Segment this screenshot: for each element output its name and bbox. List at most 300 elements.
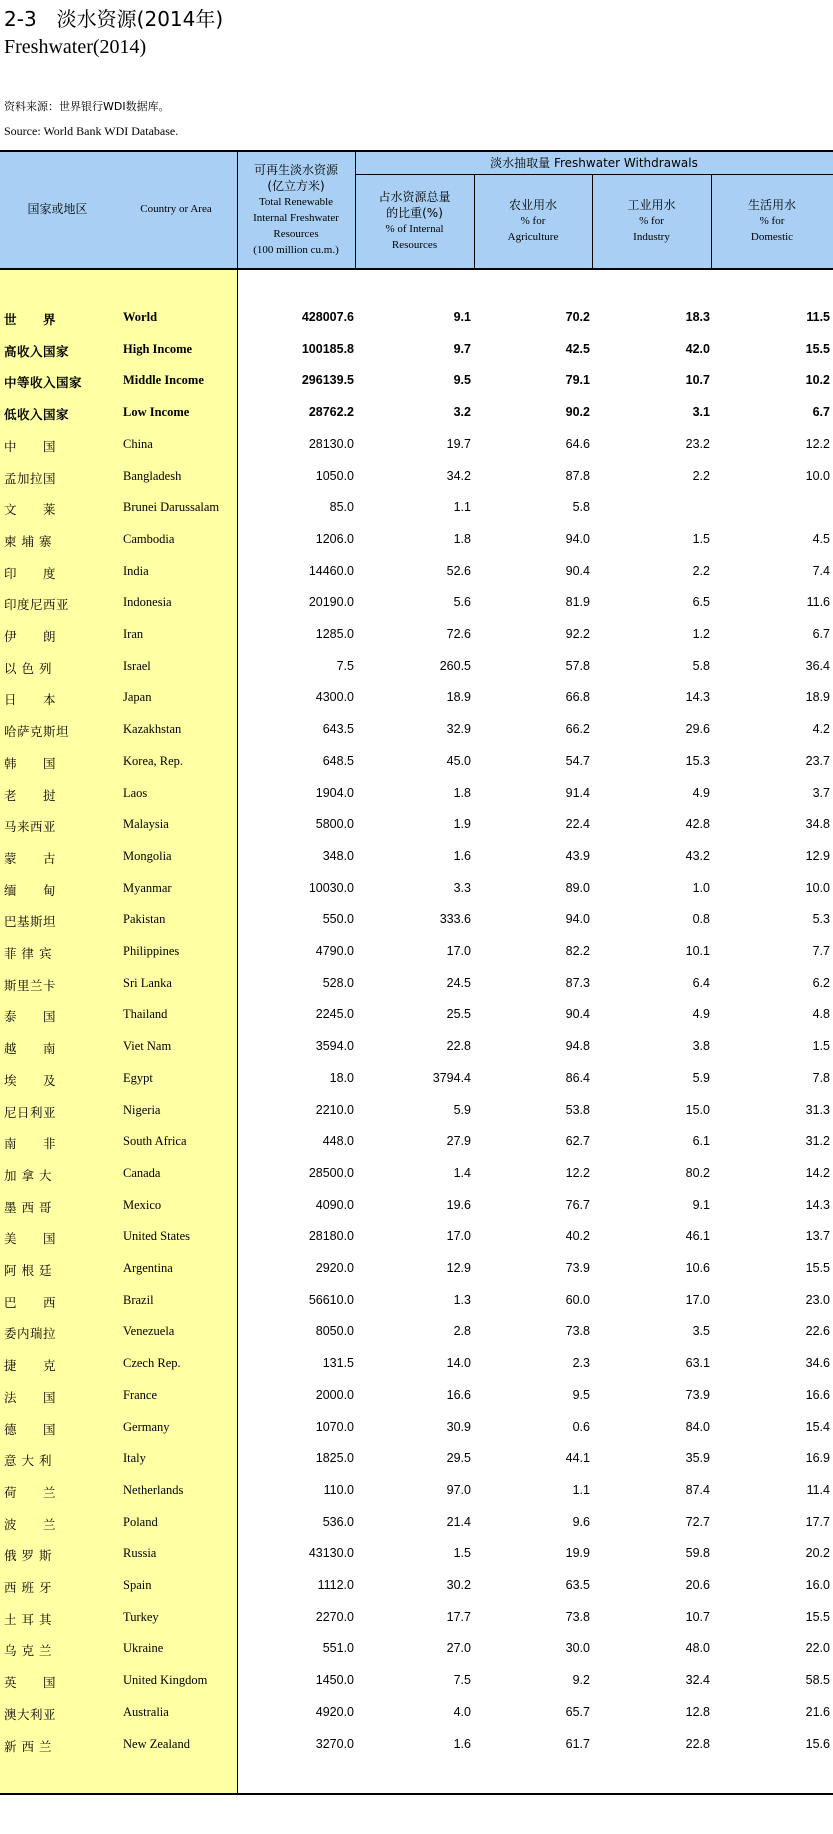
country-name-cn: 韩 国: [4, 755, 57, 771]
pct-internal-value: 30.9: [446, 1419, 471, 1434]
total-resources-value: 448.0: [322, 1134, 354, 1149]
country-name-en: Sri Lanka: [123, 975, 172, 990]
industry-value: 3.1: [692, 405, 710, 420]
industry-value: 29.6: [685, 722, 710, 737]
table-row: [0, 1289, 833, 1313]
pct-internal-value: 5.9: [453, 1102, 471, 1117]
country-name-en: Malaysia: [123, 817, 169, 832]
table-row: [0, 369, 833, 393]
agriculture-value: 61.7: [565, 1736, 590, 1751]
domestic-value: 10.0: [805, 880, 830, 895]
country-name-en: Turkey: [123, 1609, 159, 1624]
table-row: [0, 528, 833, 552]
header-total-resources: 可再生淡水资源 (亿立方米) Total Renewable Internal Freshwater Resources (100 million cu.m.): [253, 163, 339, 256]
industry-value: 20.6: [685, 1578, 710, 1592]
country-name-cn: 柬 埔 寨: [4, 533, 52, 549]
country-name-cn: 巴基斯坦: [4, 914, 57, 930]
table-row: [0, 940, 833, 964]
total-resources-value: 7.5: [336, 658, 354, 673]
industry-value: 15.0: [685, 1102, 710, 1117]
total-resources-value: 8050.0: [315, 1324, 354, 1339]
agriculture-value: 94.8: [565, 1039, 590, 1054]
source-note-en: Source: World Bank WDI Database.: [4, 124, 179, 138]
country-name-cn: 中 国: [4, 438, 57, 454]
total-resources-value: 348.0: [322, 848, 354, 863]
table-row: [0, 1669, 833, 1693]
country-name-cn: 加 拿 大: [4, 1167, 52, 1183]
agriculture-value: 40.2: [565, 1229, 590, 1244]
industry-value: 2.2: [692, 563, 710, 578]
agriculture-value: 66.2: [565, 722, 590, 737]
agriculture-value: 79.1: [565, 373, 590, 388]
industry-value: 6.1: [692, 1134, 710, 1149]
country-name-cn: 斯里兰卡: [4, 977, 57, 993]
total-resources-value: 28180.0: [308, 1229, 354, 1244]
country-name-cn: 伊 朗: [4, 629, 57, 644]
country-name-cn: 阿 根 廷: [4, 1263, 52, 1278]
country-name-cn: 高收入国家: [4, 343, 70, 359]
country-name-en: Korea, Rep.: [123, 753, 184, 768]
agriculture-value: 2.3: [572, 1356, 590, 1371]
table-row: [0, 1352, 833, 1376]
total-resources-value: 28130.0: [308, 436, 354, 451]
agriculture-value: 73.8: [565, 1324, 590, 1339]
domestic-value: 23.7: [805, 753, 830, 768]
country-name-cn: 墨 西 哥: [4, 1199, 52, 1215]
pct-internal-value: 3.3: [453, 880, 471, 895]
country-name-en: Canada: [123, 1165, 161, 1180]
industry-value: 10.7: [685, 373, 710, 388]
country-name-en: Russia: [123, 1546, 157, 1561]
country-name-en: Cambodia: [123, 531, 175, 546]
total-resources-value: 14460.0: [308, 563, 354, 578]
industry-value: 48.0: [685, 1641, 710, 1656]
pct-internal-value: 45.0: [446, 753, 471, 768]
country-name-en: Czech Rep.: [123, 1356, 181, 1371]
industry-value: 5.9: [692, 1070, 710, 1085]
pct-internal-value: 4.0: [453, 1704, 471, 1719]
pct-internal-value: 72.6: [446, 627, 471, 641]
domestic-value: 20.2: [805, 1546, 830, 1561]
country-name-en: Mongolia: [123, 848, 172, 863]
domestic-value: 11.4: [806, 1482, 830, 1497]
table-row: [0, 1637, 833, 1661]
domestic-value: 7.4: [812, 563, 830, 578]
total-resources-value: 3270.0: [315, 1736, 354, 1751]
table-row: [0, 1067, 833, 1091]
country-name-en: Brazil: [123, 1292, 154, 1307]
total-resources-value: 28762.2: [308, 405, 354, 420]
total-resources-value: 1285.0: [315, 627, 354, 641]
table-row: [0, 750, 833, 774]
domestic-value: 21.6: [805, 1704, 830, 1719]
industry-value: 10.7: [685, 1609, 710, 1624]
table-row: [0, 1003, 833, 1027]
domestic-value: 4.5: [812, 531, 830, 546]
country-name-en: Spain: [123, 1578, 152, 1592]
country-name-en: Germany: [123, 1419, 170, 1434]
country-name-cn: 法 国: [4, 1389, 57, 1405]
total-resources-value: 428007.6: [301, 310, 354, 324]
domestic-value: 22.6: [805, 1324, 830, 1339]
pct-internal-value: 1.6: [453, 848, 471, 863]
agriculture-value: 90.4: [565, 1007, 590, 1022]
domestic-value: 36.4: [805, 658, 830, 673]
industry-value: 42.8: [685, 817, 710, 832]
industry-value: 63.1: [685, 1356, 710, 1371]
industry-value: 10.1: [685, 944, 710, 958]
agriculture-value: 92.2: [565, 627, 590, 641]
country-name-cn: 澳大利亚: [4, 1706, 57, 1722]
industry-value: 1.2: [692, 627, 710, 641]
country-name-cn: 老 挝: [4, 787, 57, 803]
pct-internal-value: 24.5: [446, 975, 471, 990]
domestic-value: 6.7: [812, 627, 830, 641]
industry-value: 72.7: [685, 1514, 710, 1529]
pct-internal-value: 9.1: [453, 310, 471, 324]
domestic-value: 12.2: [805, 436, 830, 451]
page-title-cn: 2-3 淡水资源(2014年): [4, 7, 224, 31]
agriculture-value: 57.8: [565, 658, 590, 673]
pct-internal-value: 1.1: [453, 500, 471, 515]
country-name-cn: 世 界: [4, 312, 57, 327]
country-name-cn: 中等收入国家: [4, 375, 83, 391]
country-name-en: United Kingdom: [123, 1673, 208, 1688]
country-name-cn: 印度尼西亚: [4, 597, 70, 613]
country-name-en: Myanmar: [123, 880, 172, 895]
total-resources-value: 4920.0: [315, 1704, 354, 1719]
table-row: [0, 1701, 833, 1725]
total-resources-value: 1904.0: [315, 785, 354, 800]
domestic-value: 14.2: [805, 1165, 830, 1180]
agriculture-value: 87.3: [565, 975, 590, 990]
agriculture-value: 1.1: [572, 1482, 590, 1497]
industry-value: 35.9: [685, 1451, 710, 1466]
table-row: [0, 465, 833, 489]
total-resources-value: 528.0: [322, 975, 354, 990]
domestic-value: 22.0: [805, 1641, 830, 1656]
domestic-value: 5.3: [812, 912, 830, 927]
total-resources-value: 1450.0: [315, 1673, 354, 1688]
country-name-en: Israel: [123, 658, 151, 673]
agriculture-value: 76.7: [565, 1197, 590, 1212]
country-name-cn: 以 色 列: [4, 660, 52, 676]
source-note-cn: 资料来源：世界银行WDI数据库。: [4, 100, 170, 113]
industry-value: 3.8: [692, 1039, 710, 1054]
total-resources-value: 643.5: [322, 722, 354, 737]
country-name-en: Brunei Darussalam: [123, 500, 220, 515]
agriculture-value: 5.8: [572, 500, 590, 515]
country-name-cn: 印 度: [4, 565, 57, 581]
industry-value: 10.6: [685, 1261, 710, 1275]
country-name-en: Argentina: [123, 1261, 173, 1275]
pct-internal-value: 32.9: [446, 722, 471, 737]
industry-value: 80.2: [685, 1165, 710, 1180]
country-name-cn: 哈萨克斯坦: [4, 724, 70, 740]
industry-value: 12.8: [685, 1704, 710, 1719]
pct-internal-value: 22.8: [446, 1039, 471, 1054]
pct-internal-value: 1.6: [453, 1736, 471, 1751]
domestic-value: 12.9: [805, 848, 830, 863]
pct-internal-value: 21.4: [446, 1514, 471, 1529]
country-name-cn: 乌 克 兰: [4, 1643, 52, 1659]
pct-internal-value: 34.2: [446, 468, 471, 483]
country-name-cn: 菲 律 宾: [4, 946, 52, 961]
industry-value: 14.3: [685, 690, 710, 705]
table-row: [0, 686, 833, 710]
pct-internal-value: 9.7: [453, 341, 471, 356]
agriculture-value: 66.8: [565, 690, 590, 705]
pct-internal-value: 5.6: [453, 595, 471, 610]
pct-internal-value: 30.2: [446, 1578, 471, 1592]
country-name-cn: 尼日利亚: [4, 1104, 57, 1120]
industry-value: 15.3: [685, 753, 710, 768]
country-name-cn: 捷 克: [4, 1358, 57, 1374]
pct-internal-value: 25.5: [446, 1007, 471, 1022]
pct-internal-value: 1.8: [453, 531, 471, 546]
country-name-en: Venezuela: [123, 1324, 175, 1339]
total-resources-value: 56610.0: [308, 1292, 354, 1307]
header-withdrawals: 淡水抽取量 Freshwater Withdrawals: [490, 156, 698, 170]
domestic-value: 16.9: [805, 1451, 830, 1466]
total-resources-value: 3594.0: [315, 1039, 354, 1054]
country-name-en: Thailand: [123, 1007, 168, 1022]
agriculture-value: 9.6: [572, 1514, 590, 1529]
header-country-cn: 国家或地区: [27, 202, 88, 216]
pct-internal-value: 19.7: [446, 436, 471, 451]
domestic-value: 14.3: [805, 1197, 830, 1212]
country-name-en: India: [123, 563, 149, 578]
country-name-en: Philippines: [123, 944, 180, 958]
total-resources-value: 5800.0: [315, 817, 354, 832]
agriculture-value: 53.8: [565, 1102, 590, 1117]
table-row: [0, 623, 833, 647]
agriculture-value: 42.5: [565, 341, 590, 356]
country-name-en: Laos: [123, 785, 148, 800]
table-row: [0, 1447, 833, 1471]
country-name-en: Mexico: [123, 1197, 162, 1212]
agriculture-value: 44.1: [565, 1451, 590, 1466]
country-name-en: Nigeria: [123, 1102, 161, 1117]
industry-value: 46.1: [685, 1229, 710, 1244]
industry-value: 18.3: [685, 310, 710, 324]
table-row: [0, 338, 833, 362]
pct-internal-value: 1.4: [453, 1165, 471, 1180]
agriculture-value: 73.9: [565, 1261, 590, 1275]
agriculture-value: 62.7: [565, 1134, 590, 1149]
table-row: [0, 1099, 833, 1123]
country-name-en: Bangladesh: [123, 468, 182, 483]
country-name-en: China: [123, 436, 153, 451]
agriculture-value: 94.0: [565, 531, 590, 546]
industry-value: 87.4: [685, 1482, 710, 1497]
total-resources-value: 85.0: [329, 500, 354, 515]
domestic-value: 23.0: [805, 1292, 830, 1307]
total-resources-value: 100185.8: [301, 341, 354, 356]
country-name-cn: 荷 兰: [4, 1484, 57, 1500]
pct-internal-value: 7.5: [453, 1673, 471, 1688]
country-name-cn: 缅 甸: [4, 882, 57, 898]
table-row: [0, 1542, 833, 1566]
domestic-value: 58.5: [805, 1673, 830, 1688]
industry-value: 42.0: [685, 341, 710, 356]
country-name-cn: 低收入国家: [4, 407, 70, 423]
agriculture-value: 0.6: [572, 1419, 590, 1434]
pct-internal-value: 97.0: [446, 1482, 471, 1497]
industry-value: 59.8: [685, 1546, 710, 1561]
country-name-cn: 俄 罗 斯: [4, 1548, 52, 1564]
table-row: [0, 1320, 833, 1344]
domestic-value: 7.7: [812, 944, 830, 958]
table-row: [0, 401, 833, 425]
industry-value: 3.5: [692, 1324, 710, 1339]
total-resources-value: 2000.0: [315, 1387, 354, 1402]
total-resources-value: 20190.0: [308, 595, 354, 610]
domestic-value: 18.9: [805, 690, 830, 705]
country-name-en: Japan: [123, 690, 152, 705]
agriculture-value: 86.4: [565, 1070, 590, 1085]
table-row: [0, 718, 833, 742]
country-name-en: Australia: [123, 1704, 169, 1719]
agriculture-value: 89.0: [565, 880, 590, 895]
country-name-cn: 波 兰: [4, 1516, 57, 1532]
domestic-value: 13.7: [805, 1229, 830, 1244]
domestic-value: 3.7: [812, 785, 830, 800]
domestic-value: 31.3: [805, 1102, 830, 1117]
country-name-en: Low Income: [123, 405, 190, 420]
country-name-en: Ukraine: [123, 1641, 164, 1656]
domestic-value: 6.7: [812, 405, 830, 420]
table-row: [0, 1384, 833, 1408]
country-name-cn: 西 班 牙: [4, 1580, 52, 1595]
industry-value: 23.2: [685, 436, 710, 451]
country-name-en: Indonesia: [123, 595, 172, 610]
country-name-cn: 越 南: [4, 1041, 57, 1057]
table-row: [0, 908, 833, 932]
industry-value: 22.8: [685, 1736, 710, 1751]
table-row: [0, 433, 833, 457]
header-pct-internal: 占水资源总量 的比重(%) % of Internal Resources: [378, 190, 451, 251]
total-resources-value: 550.0: [322, 912, 354, 927]
table-row: [0, 1130, 833, 1154]
total-resources-value: 2270.0: [315, 1609, 354, 1624]
industry-value: 1.0: [692, 880, 710, 895]
table-row: [0, 655, 833, 679]
table-header: [0, 150, 833, 270]
total-resources-value: 2245.0: [315, 1007, 354, 1022]
header-industry: 工业用水 % for Industry: [627, 198, 676, 243]
country-name-cn: 马来西亚: [4, 819, 57, 835]
agriculture-value: 65.7: [565, 1704, 590, 1719]
pct-internal-value: 9.5: [453, 373, 471, 388]
agriculture-value: 90.4: [565, 563, 590, 578]
industry-value: 9.1: [692, 1197, 710, 1212]
agriculture-value: 81.9: [565, 595, 590, 610]
table-row: [0, 877, 833, 901]
country-name-en: United States: [123, 1229, 191, 1244]
domestic-value: 17.7: [805, 1514, 830, 1529]
domestic-value: 16.6: [805, 1387, 830, 1402]
total-resources-value: 18.0: [329, 1070, 354, 1085]
agriculture-value: 90.2: [565, 405, 590, 420]
agriculture-value: 22.4: [565, 817, 590, 832]
table-row: [0, 591, 833, 615]
table-row: [0, 560, 833, 584]
domestic-value: 11.6: [806, 595, 830, 610]
country-name-en: Italy: [123, 1451, 146, 1466]
agriculture-value: 64.6: [565, 436, 590, 451]
total-resources-value: 28500.0: [308, 1165, 354, 1180]
pct-internal-value: 260.5: [439, 658, 471, 673]
industry-value: 1.5: [692, 531, 710, 546]
total-resources-value: 1206.0: [315, 531, 354, 546]
country-name-cn: 土 耳 其: [4, 1611, 52, 1627]
country-name-cn: 英 国: [4, 1675, 57, 1691]
pct-internal-value: 17.0: [446, 1229, 471, 1244]
pct-internal-value: 2.8: [453, 1324, 471, 1339]
total-resources-value: 4090.0: [315, 1197, 354, 1212]
country-name-cn: 新 西 兰: [4, 1738, 52, 1754]
pct-internal-value: 17.0: [446, 944, 471, 958]
country-name-en: Netherlands: [123, 1482, 184, 1497]
country-name-en: France: [123, 1387, 158, 1402]
total-resources-value: 1825.0: [315, 1451, 354, 1466]
country-name-en: Middle Income: [123, 373, 204, 388]
industry-value: 0.8: [692, 912, 710, 927]
country-name-en: Pakistan: [123, 912, 166, 927]
total-resources-value: 296139.5: [301, 373, 354, 388]
agriculture-value: 82.2: [565, 944, 590, 958]
pct-internal-value: 27.0: [446, 1641, 471, 1656]
agriculture-value: 60.0: [565, 1292, 590, 1307]
freshwater-table: [0, 150, 833, 1795]
total-resources-value: 110.0: [323, 1482, 354, 1497]
domestic-value: 4.8: [812, 1007, 830, 1022]
table-row: [0, 496, 833, 520]
table-row: [0, 1225, 833, 1249]
pct-internal-value: 17.7: [446, 1609, 471, 1624]
header-domestic: 生活用水 % for Domestic: [747, 198, 796, 243]
total-resources-value: 1050.0: [315, 468, 354, 483]
total-resources-value: 43130.0: [308, 1546, 354, 1561]
industry-value: 5.8: [692, 658, 710, 673]
country-name-en: Egypt: [123, 1070, 153, 1085]
pct-internal-value: 16.6: [446, 1387, 471, 1402]
pct-internal-value: 18.9: [446, 690, 471, 705]
table-row: [0, 1257, 833, 1281]
agriculture-value: 9.5: [572, 1387, 590, 1402]
country-name-cn: 南 非: [4, 1136, 57, 1152]
agriculture-value: 54.7: [565, 753, 590, 768]
total-resources-value: 4790.0: [315, 944, 354, 958]
table-row: [0, 972, 833, 996]
agriculture-value: 43.9: [565, 848, 590, 863]
domestic-value: 34.6: [805, 1356, 830, 1371]
agriculture-value: 63.5: [565, 1578, 590, 1592]
country-name-cn: 文 莱: [4, 502, 57, 518]
pct-internal-value: 3794.4: [432, 1070, 471, 1085]
industry-value: 73.9: [685, 1387, 710, 1402]
table-bottom-rule: [0, 1793, 833, 1795]
agriculture-value: 70.2: [565, 310, 590, 324]
header-country-en: Country or Area: [140, 203, 212, 215]
pct-internal-value: 1.3: [453, 1292, 471, 1307]
agriculture-value: 9.2: [572, 1673, 590, 1688]
total-resources-value: 131.5: [322, 1356, 354, 1371]
table-row: [0, 306, 833, 330]
pct-internal-value: 1.5: [453, 1546, 471, 1561]
header-agriculture: 农业用水 % for Agriculture: [507, 198, 559, 243]
